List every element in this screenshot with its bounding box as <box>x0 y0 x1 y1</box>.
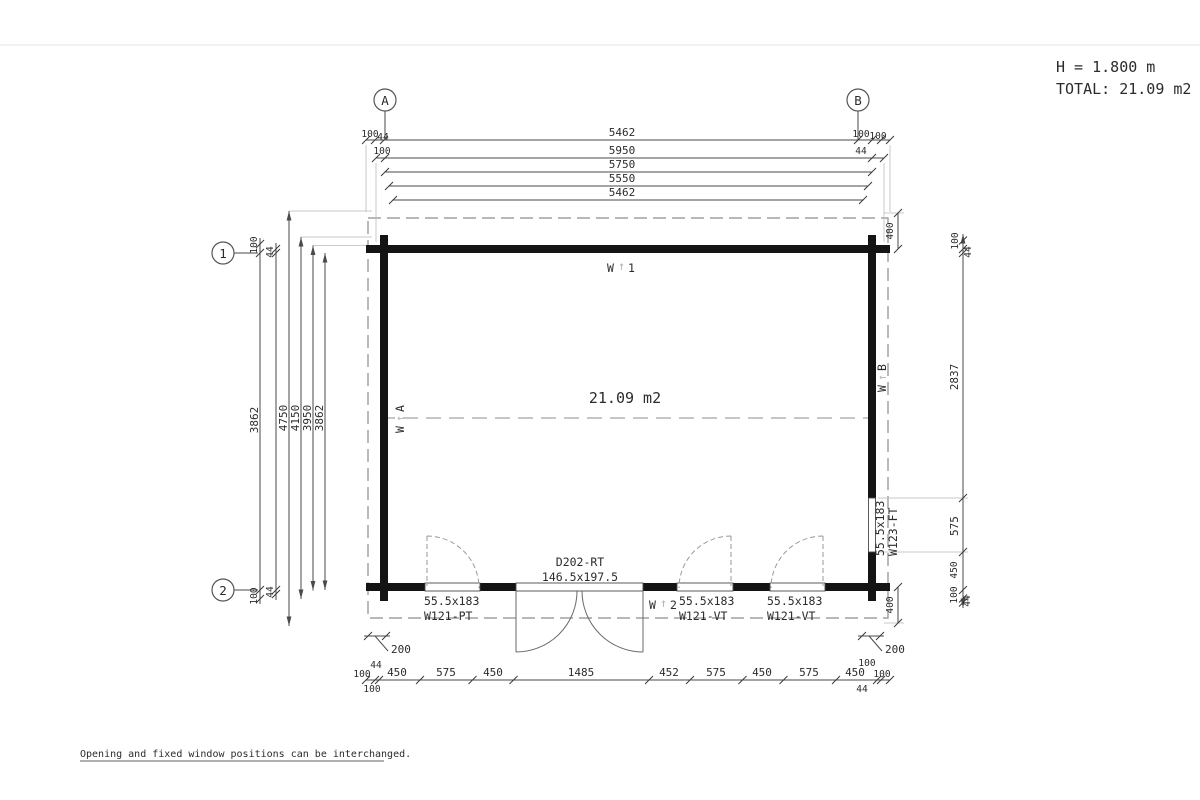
ridge-height-label: H = 1.800 m <box>1056 58 1156 76</box>
grid-label-a: A <box>381 93 389 108</box>
dim-label: 100 <box>249 236 260 254</box>
dim-label: 1485 <box>567 666 595 679</box>
door-swing <box>516 591 643 652</box>
total-area-label: TOTAL: 21.09 m2 <box>1056 80 1192 98</box>
dim-label: 575 <box>799 666 819 679</box>
marker-letter: W <box>607 261 614 275</box>
grid-label-1: 1 <box>219 246 227 261</box>
dim-label: 44 <box>377 132 389 143</box>
window-vt2-frame <box>770 583 825 591</box>
dim-label: 200 <box>391 643 411 656</box>
dim-label: 100 <box>361 129 379 140</box>
dim-label: 400 <box>885 596 896 614</box>
dim-label: 100 <box>873 669 891 680</box>
window-vt2-swing <box>771 536 823 588</box>
marker-number: B <box>875 364 889 371</box>
dim-label: 5462 <box>608 186 636 199</box>
grid-label-2: 2 <box>219 583 227 598</box>
dim-label: 2837 <box>948 363 961 391</box>
footer-note: Opening and fixed window positions can be interchanged. <box>80 749 412 760</box>
marker-letter: W <box>393 426 407 433</box>
extension-lines <box>289 145 968 623</box>
window-code: W121-VT <box>767 609 816 623</box>
marker-number: 2 <box>670 598 677 612</box>
dim-label: 100 <box>363 684 381 695</box>
window-size: 55.5x183 <box>873 500 887 556</box>
dim-label: 3950 <box>301 404 314 432</box>
dimension-ticks <box>256 136 967 684</box>
window-code: W121-PT <box>424 609 473 623</box>
dim-label: 400 <box>885 222 896 240</box>
dim-label: 44 <box>265 586 276 598</box>
right-arrow-icon: ↑ <box>393 414 407 422</box>
dim-label: 5550 <box>608 172 636 185</box>
marker-number: A <box>393 405 407 412</box>
dim-label: 450 <box>949 561 960 579</box>
window-pt-label <box>424 594 479 623</box>
dim-label: 100 <box>373 146 391 157</box>
dim-label: 450 <box>483 666 503 679</box>
dim-label: 575 <box>706 666 726 679</box>
dim-label: 450 <box>387 666 407 679</box>
window-vt1-frame <box>677 583 733 591</box>
grid-bubbles <box>212 89 869 601</box>
up-arrow-icon: ↑ <box>660 596 668 610</box>
grid-label-b: B <box>854 93 862 108</box>
dim-label: 100 <box>353 669 371 680</box>
dim-label: 575 <box>948 516 961 536</box>
up-arrow-icon: ↑ <box>618 259 626 273</box>
dim-label: 44 <box>962 595 973 607</box>
marker-number: 1 <box>628 261 635 275</box>
window-vt1-swing <box>679 536 731 588</box>
dim-label: 100 <box>249 587 260 605</box>
door-label <box>542 555 618 584</box>
window-size: 55.5x183 <box>767 594 823 608</box>
dim-label: 3862 <box>248 406 261 434</box>
dim-label: 4750 <box>277 404 290 432</box>
door-code: D202-RT <box>555 555 605 569</box>
view-marker-w1 <box>607 259 635 275</box>
dim-label: 452 <box>659 666 679 679</box>
dim-label: 44 <box>856 684 868 695</box>
dim-label: 44 <box>963 246 974 258</box>
top-dimension-labels <box>361 126 886 199</box>
dim-label: 100 <box>858 658 876 669</box>
window-ft-label <box>873 501 900 556</box>
window-vt2-label <box>767 594 822 623</box>
window-pt-frame <box>425 583 480 591</box>
window-pt-swing <box>427 536 479 588</box>
exterior-walls <box>366 235 890 601</box>
dim-label: 44 <box>855 146 867 157</box>
dim-label: 44 <box>265 246 276 258</box>
dim-label: 200 <box>885 643 905 656</box>
dim-label: 100 <box>950 232 961 250</box>
dim-label: 100 <box>949 586 960 604</box>
door-size: 146.5x197.5 <box>541 570 619 584</box>
view-marker-wa <box>393 405 407 433</box>
dim-label: 44 <box>370 660 382 671</box>
dim-label: 3862 <box>313 404 326 432</box>
marker-letter: W <box>875 385 889 392</box>
dim-label: 575 <box>436 666 456 679</box>
dim-label: 5462 <box>608 126 636 139</box>
window-code: W121-VT <box>679 609 728 623</box>
window-vt1-label <box>679 594 734 623</box>
dim-label: 100 <box>852 129 870 140</box>
view-marker-wb <box>875 364 889 392</box>
dim-label: 5750 <box>608 158 636 171</box>
dim-label: 450 <box>845 666 865 679</box>
door-frame <box>516 583 643 591</box>
view-marker-w2 <box>649 596 677 612</box>
dim-label: 4150 <box>289 404 302 432</box>
header-block <box>1056 58 1191 98</box>
marker-letter: W <box>649 598 656 612</box>
window-size: 55.5x183 <box>424 594 480 608</box>
room-area-label: 21.09 m2 <box>588 389 662 407</box>
right-arrow-icon: ↑ <box>875 373 889 381</box>
dim-label: 5950 <box>608 144 636 157</box>
opening-frames <box>425 498 876 591</box>
roof-overhang-outline <box>368 218 888 618</box>
window-size: 55.5x183 <box>679 594 735 608</box>
dim-label: 100 <box>869 131 887 142</box>
dim-label: 450 <box>752 666 772 679</box>
window-code: W123-FT <box>886 507 900 556</box>
